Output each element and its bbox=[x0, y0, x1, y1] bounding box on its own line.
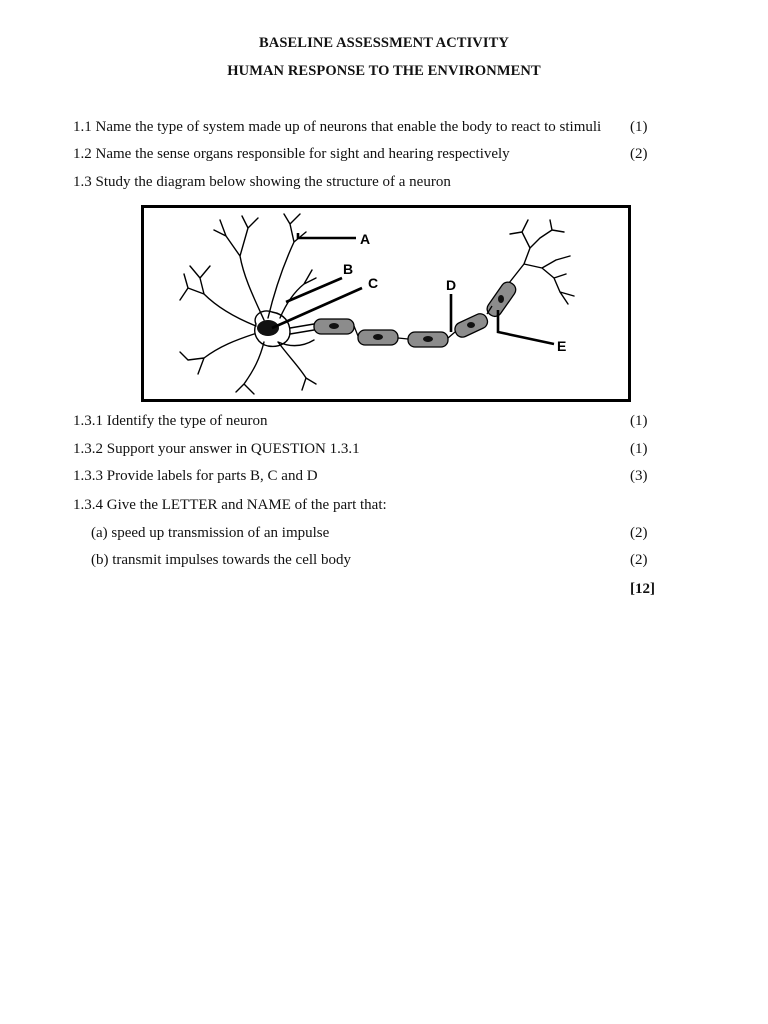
label-d: D bbox=[446, 277, 457, 293]
question-1-3-3: 1.3.3 Provide labels for parts B, C and D bbox=[73, 468, 318, 484]
question-1-3-1: 1.3.1 Identify the type of neuron bbox=[73, 413, 268, 429]
header-subtitle: HUMAN RESPONSE TO THE ENVIRONMENT bbox=[227, 63, 541, 79]
question-1-1: 1.1 Name the type of system made up of neurons that enable the body to react to stimuli bbox=[73, 119, 602, 135]
pointer-b bbox=[286, 278, 342, 302]
question-1-3-4b-marks: (2) bbox=[630, 552, 648, 568]
question-1-3-4a-marks: (2) bbox=[630, 525, 648, 541]
question-1-3-2-marks: (1) bbox=[630, 441, 648, 457]
question-1-3: 1.3 Study the diagram below showing the structure of a neuron bbox=[73, 174, 451, 190]
question-1-3-4b: (b) transmit impulses towards the cell body bbox=[91, 552, 351, 568]
dendrite bbox=[236, 342, 264, 394]
nucleus bbox=[257, 320, 279, 336]
pointer-e bbox=[498, 310, 554, 344]
schwann-nucleus bbox=[423, 336, 433, 342]
question-1-1-marks: (1) bbox=[630, 119, 648, 135]
total-marks: [12] bbox=[630, 581, 655, 597]
label-a: A bbox=[360, 231, 371, 247]
dendrite bbox=[180, 334, 254, 374]
dendrite bbox=[278, 340, 316, 390]
header-title: BASELINE ASSESSMENT ACTIVITY bbox=[259, 35, 509, 51]
neuron-diagram bbox=[141, 205, 631, 402]
question-1-2: 1.2 Name the sense organs responsible for sight and hearing respectively bbox=[73, 146, 510, 162]
question-1-3-3-marks: (3) bbox=[630, 468, 648, 484]
question-1-3-4: 1.3.4 Give the LETTER and NAME of the part that: bbox=[73, 497, 387, 513]
dendrite bbox=[214, 216, 264, 320]
label-e: E bbox=[557, 338, 567, 354]
label-c: C bbox=[368, 275, 379, 291]
question-1-3-2: 1.3.2 Support your answer in QUESTION 1.3.1 bbox=[73, 441, 360, 457]
question-1-3-1-marks: (1) bbox=[630, 413, 648, 429]
schwann-nucleus bbox=[498, 295, 504, 303]
schwann-nucleus bbox=[467, 322, 475, 328]
schwann-nucleus bbox=[373, 334, 383, 340]
question-1-2-marks: (2) bbox=[630, 146, 648, 162]
label-b: B bbox=[343, 261, 354, 277]
question-1-3-4a: (a) speed up transmission of an impulse bbox=[91, 525, 330, 541]
schwann-nucleus bbox=[329, 323, 339, 329]
pointer-a bbox=[298, 233, 356, 238]
neuron-diagram-svg bbox=[144, 208, 628, 399]
axon-terminal bbox=[509, 220, 574, 304]
axon bbox=[290, 324, 314, 334]
